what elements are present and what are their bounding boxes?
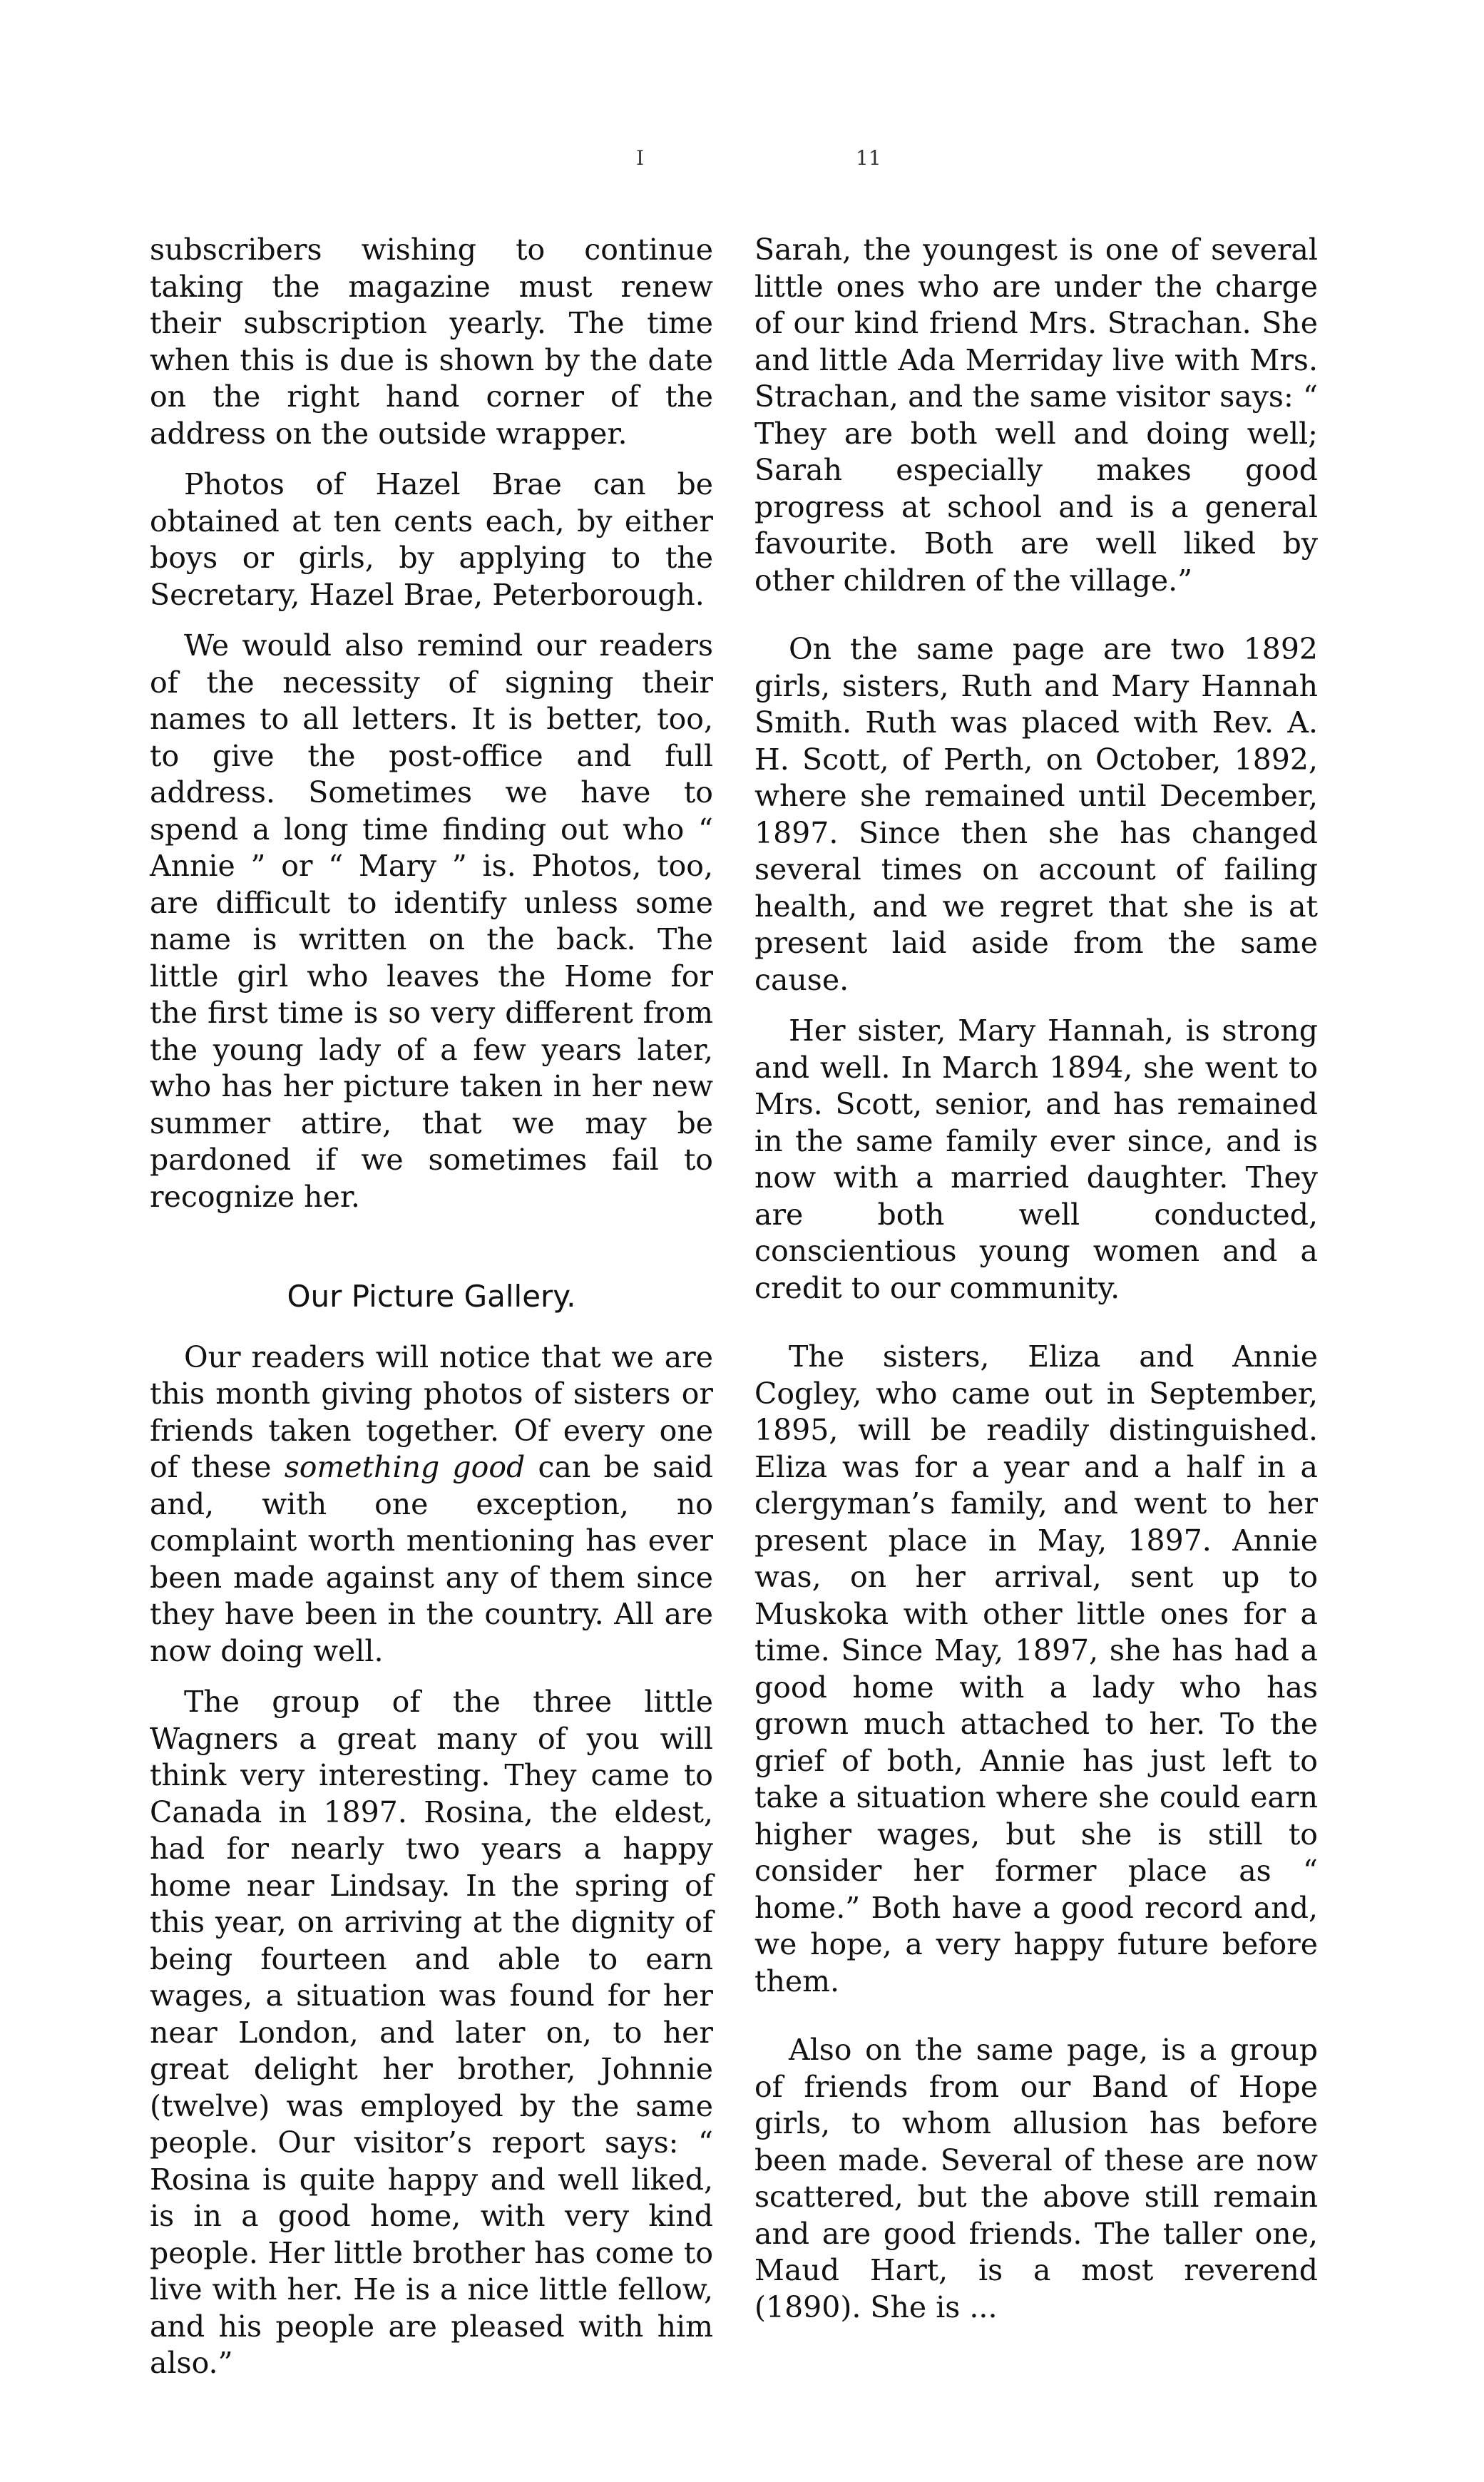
paragraph-photos-hazel-brae: Photos of Hazel Brae can be obtained at ten cents each, by either boys or girls, by applying to the Secretary, Hazel Brae, Peterborough. bbox=[150, 467, 713, 612]
intro-text-b: can be said and, with one exception, no complaint worth mentioning has ever been made against any of them since they have been in the country. All are now doing well. bbox=[150, 1450, 714, 1668]
section-heading: Our Picture Gallery. bbox=[287, 1279, 576, 1314]
paragraph-smith-sisters: On the same page are two 1892 girls, sisters, Ruth and Mary Hannah Smith. Ruth was placed with Rev. A. H. Scott, of Perth, on October, 1892, where she remained until December, 1897. Since then she has changed several times on account of failing health, and we regret that she is at present laid aside from the same cause. bbox=[754, 632, 1318, 997]
paragraph-wagners: The group of the three little Wagners a great many of you will think very interesting. They came to Canada in 1897. Rosina, the eldest, had for nearly two years a happy home near Lindsay. In the spring of this year, on arriving at the dignity of being fourteen and able to earn wages, a situation was found for her near London, and later on, to her great delight her brother, Johnnie (twelve) was employed by the same people. Our visitor’s report says: “ Rosina is quite happy and well liked, is in a good home, with very kind people. Her little brother has come to live with her. He is a nice little fellow, and his people are pleased with him also.” bbox=[150, 1685, 713, 2380]
paragraph-subscriptions: subscribers wishing to continue taking the magazine must renew their subscription yearly. The time when this is due is shown by the date on the right hand corner of the address on the outside wrapper. bbox=[150, 233, 713, 451]
folio-left: I bbox=[636, 146, 645, 170]
paragraph-band-of-hope: Also on the same page, is a group of friends from our Band of Hope girls, to whom allusion has before been made. Several of these are now scattered, but the above still remain and are good friends. The taller one, Maud Hart, is a most reverend (1890). She is ... bbox=[754, 2033, 1318, 2324]
paragraph-sign-names: We would also remind our readers of the necessity of signing their names to all letters. It is better, too, to give the post-office and full address. Sometimes we have to spend a long time finding out who “ Annie ” or “ Mary ” is. Photos, too, are difficult to identify unless some name is written on the back. The little girl who leaves the Home for the first time is so very different from the young lady of a few years later, who has her picture taken in her new summer attire, that we may be pardoned if we sometimes fail to recognize her. bbox=[150, 628, 713, 1214]
paragraph-mary-hannah: Her sister, Mary Hannah, is strong and well. In March 1894, she went to Mrs. Scott, senior, and has remained in the same family ever since, and is now with a married daughter. They are both well conducted, conscientious young women and a credit to our community. bbox=[754, 1013, 1318, 1305]
left-column bbox=[150, 232, 713, 2396]
paragraph-sarah: Sarah, the youngest is one of several little ones who are under the charge of our kind friend Mrs. Strachan. She and little Ada Merriday live with Mrs. Strachan, and the same visitor says: “ They are both well and doing well; Sarah especially makes good progress at school and is a general favourite. Both are well liked by other children of the village.” bbox=[754, 233, 1318, 598]
folio-right: 11 bbox=[856, 146, 881, 170]
paragraph-cogley-sisters: The sisters, Eliza and Annie Cogley, who came out in September, 1895, will be readily distinguished. Eliza was for a year and a half in a clergyman’s family, and went to her present place in May, 1897. Annie was, on her arrival, sent up to Muskoka with other little ones for a time. Since May, 1897, she has had a good home with a lady who has grown much attached to her. To the grief of both, Annie has just left to take a situation where she could earn higher wages, but she is still to consider her former place as “ home.” Both have a good record and, we hope, a very happy future before them. bbox=[754, 1339, 1318, 1998]
paragraph-picture-gallery-intro bbox=[150, 1339, 713, 1670]
right-column bbox=[754, 232, 1318, 2340]
page-header bbox=[0, 146, 1484, 175]
intro-emphasis: something good bbox=[284, 1450, 526, 1484]
intro-text-a: Our readers will notice that we are this month giving photos of sisters or friends taken together. Of every one of these bbox=[150, 1339, 713, 1484]
